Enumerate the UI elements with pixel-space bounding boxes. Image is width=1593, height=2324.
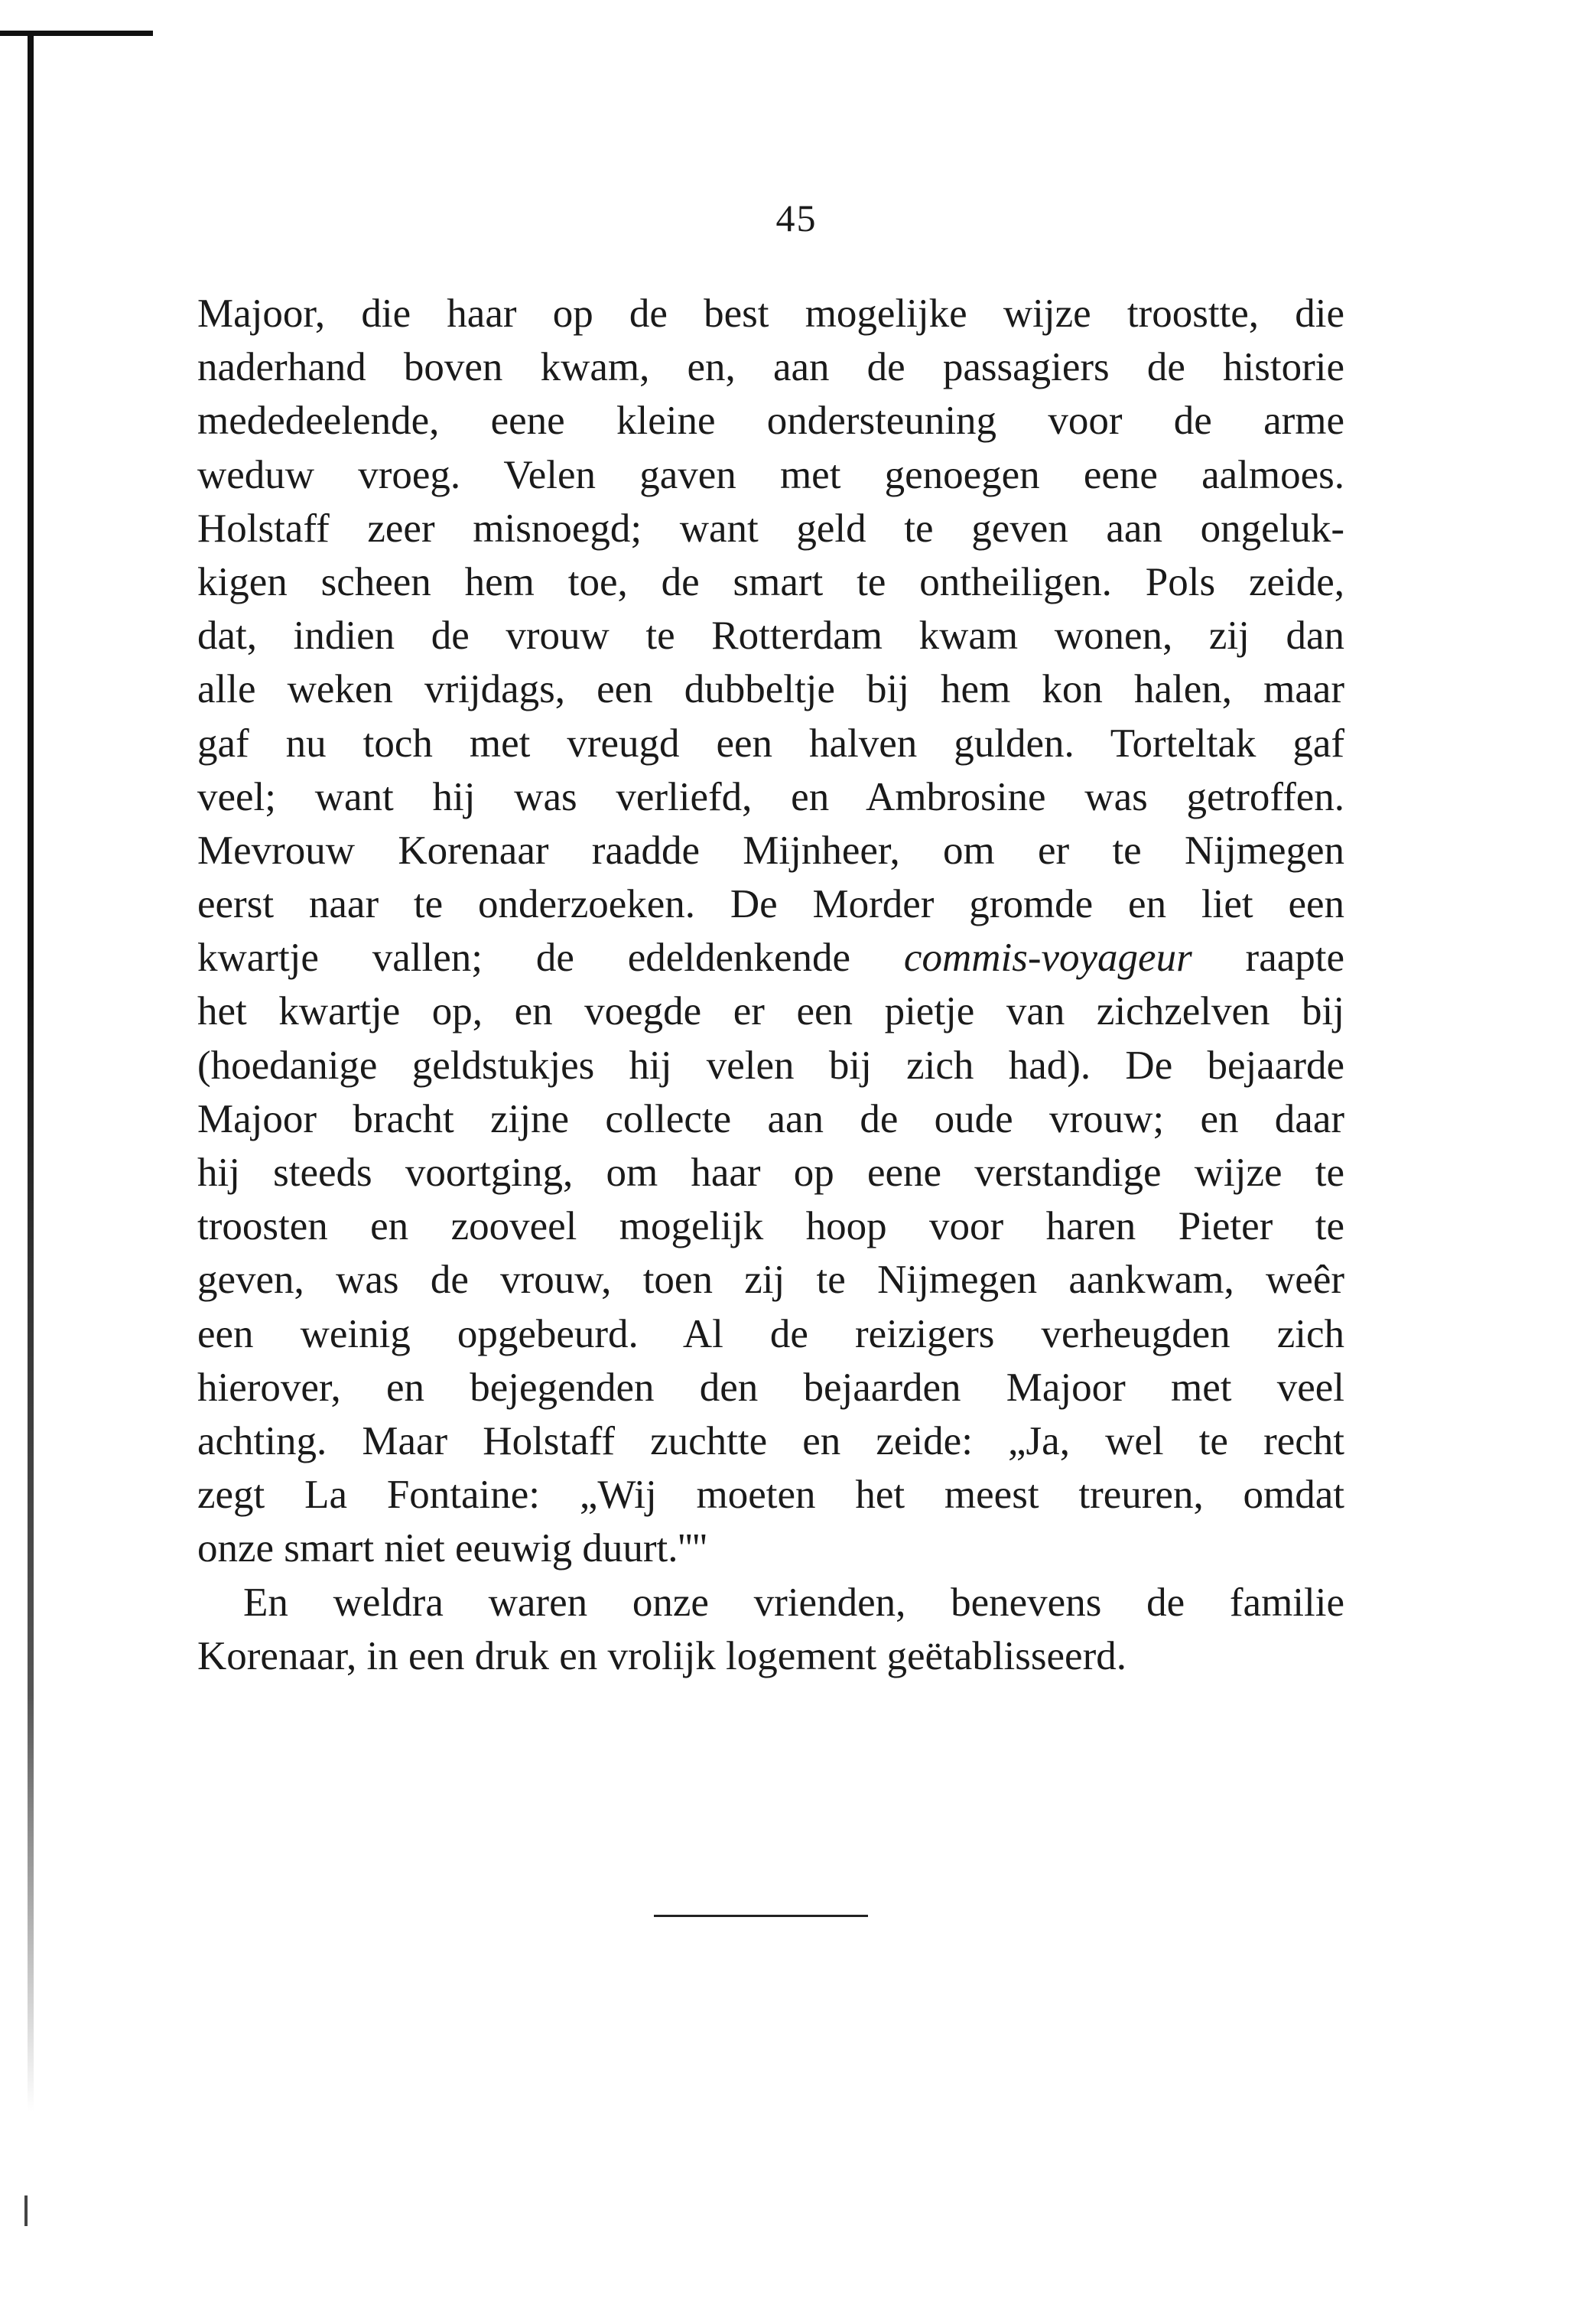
text-line: dat, indien de vrouw te Rotterdam kwam wonen, zij dan: [197, 614, 1344, 659]
text-line: naderhand boven kwam, en, aan de passagiers de historie: [197, 345, 1344, 390]
text-line: weduw vroeg. Velen gaven met genoegen eene aalmoes.: [197, 452, 1344, 497]
scan-edge-mark: [24, 2195, 28, 2226]
text-line: een weinig opgebeurd. Al de reizigers verheugden zich: [197, 1311, 1344, 1356]
text-line: zegt La Fontaine: „Wij moeten het meest treuren, omdat: [197, 1473, 1344, 1518]
text-line: mededeelende, eene kleine ondersteuning voor de arme: [197, 399, 1344, 444]
line-text-before: kwartje vallen; de edeldenkende: [197, 936, 904, 981]
text-line: troosten en zooveel mogelijk hoop voor haren Pieter te: [197, 1204, 1344, 1249]
paragraph-end-line: Korenaar, in een druk en vrolijk logement geëtablisseerd.: [197, 1633, 1126, 1678]
body-text: [197, 287, 1344, 1683]
text-line: eerst naar te onderzoeken. De Morder gromde en liet een: [197, 882, 1344, 927]
text-line-with-italic: [197, 931, 1344, 985]
text-line: (hoedanige geldstukjes hij velen bij zich had). De bejaarde: [197, 1043, 1344, 1088]
text-line: Majoor bracht zijne collecte aan de oude vrouw; en daar: [197, 1096, 1344, 1141]
text-line: Majoor, die haar op de best mogelijke wijze troostte, die: [197, 291, 1344, 336]
text-line: kigen scheen hem toe, de smart te ontheiligen. Pols zeide,: [197, 559, 1344, 604]
line-text-after: raapte: [1191, 936, 1344, 981]
text-line: hij steeds voortging, om haar op eene verstandige wijze te: [197, 1151, 1344, 1195]
text-line: alle weken vrijdags, een dubbeltje bij hem kon halen, maar: [197, 667, 1344, 712]
italic-term: commis-voyageur: [903, 936, 1192, 981]
text-line: achting. Maar Holstaff zuchtte en zeide: „Ja, wel te recht: [197, 1418, 1344, 1463]
text-line: gaf nu toch met vreugd een halven gulden. Torteltak gaf: [197, 721, 1344, 766]
text-line: veel; want hij was verliefd, en Ambrosine was getroffen.: [197, 774, 1344, 819]
paragraph-end-line: onze smart niet eeuwig duurt.'''': [197, 1526, 707, 1571]
text-line: het kwartje op, en voegde er een pietje van zichzelven bij: [197, 989, 1344, 1034]
paragraph-start-line: En weldra waren onze vrienden, benevens de familie: [243, 1580, 1344, 1625]
page-number: 45: [775, 197, 818, 239]
scan-edge-top: [0, 31, 153, 36]
text-line: geven, was de vrouw, toen zij te Nijmegen aankwam, weêr: [197, 1258, 1344, 1303]
text-line: Holstaff zeer misnoegd; want geld te geven aan ongeluk-: [197, 506, 1344, 551]
section-end-rule: [654, 1915, 868, 1917]
text-line: Mevrouw Korenaar raadde Mijnheer, om er te Nijmegen: [197, 828, 1344, 873]
scan-edge-left: [28, 31, 34, 2111]
text-line: hierover, en bejegenden den bejaarden Majoor met veel: [197, 1365, 1344, 1410]
